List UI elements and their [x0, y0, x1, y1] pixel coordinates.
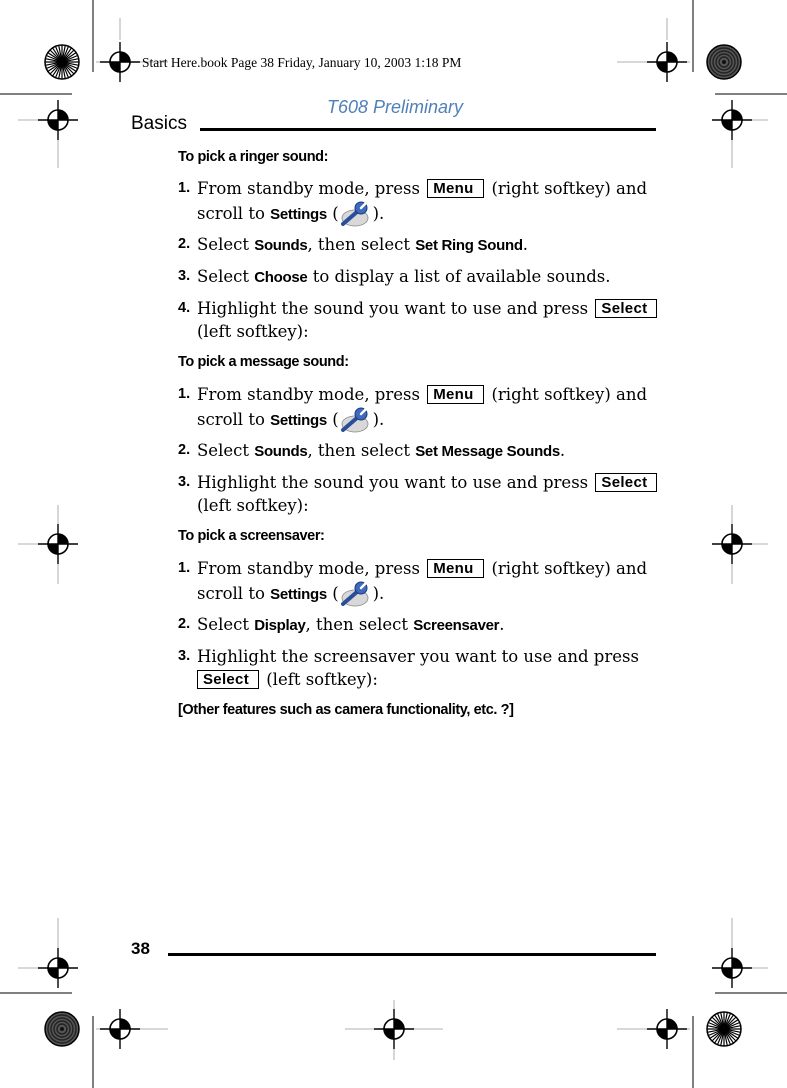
step-text: Select: [197, 235, 249, 254]
step-number: 2.: [178, 616, 191, 632]
step-number: 4.: [178, 300, 191, 316]
footnote: [Other features such as camera functionality, etc. ?]: [178, 702, 514, 718]
step-text: (left softkey):: [266, 670, 378, 689]
ringer-heading: To pick a ringer sound:: [178, 149, 329, 165]
step-number: 1.: [178, 560, 191, 576]
select-key: Select: [595, 299, 657, 318]
step-text: scroll to: [197, 584, 265, 603]
step-text: Select: [197, 615, 249, 634]
step-text: (left softkey):: [197, 496, 309, 515]
choose-label: Choose: [254, 269, 308, 286]
step-number: 2.: [178, 442, 191, 458]
section-title: Basics: [131, 113, 187, 134]
step-text: (: [332, 204, 339, 223]
menu-key: Menu: [427, 385, 484, 404]
header-rule: [200, 128, 656, 131]
step-text: From standby mode, press: [197, 179, 420, 198]
book-info-line: Start Here.book Page 38 Friday, January 10, 2003 1:18 PM: [142, 55, 462, 70]
step-text: ).: [372, 410, 385, 429]
step-text: , then select: [307, 235, 410, 254]
sounds-label: Sounds: [254, 237, 308, 254]
step-text: .: [522, 235, 528, 254]
step-text: .: [559, 441, 566, 460]
step-number: 3.: [178, 648, 191, 664]
step-text: (right softkey) and: [491, 385, 648, 404]
screensaver-heading: To pick a screensaver:: [178, 528, 325, 544]
step-text: Highlight the sound you want to use and press: [197, 473, 589, 492]
wrench-icon: [339, 406, 373, 434]
menu-key: Menu: [427, 559, 484, 578]
step-text: , then select: [305, 615, 409, 634]
select-key: Select: [197, 670, 259, 689]
footer-rule: [168, 953, 656, 956]
sounds-label: Sounds: [254, 443, 308, 460]
step-text: scroll to: [197, 204, 265, 223]
step-number: 1.: [178, 386, 191, 402]
message-heading: To pick a message sound:: [178, 354, 349, 370]
page-number: 38: [131, 939, 150, 958]
settings-label: Settings: [270, 206, 327, 223]
preliminary-watermark: T608 Preliminary: [327, 97, 464, 117]
step-number: 3.: [178, 268, 191, 284]
step-text: (: [332, 584, 339, 603]
select-key: Select: [595, 473, 657, 492]
menu-key: Menu: [427, 179, 484, 198]
step-text: to display a list of available sounds.: [312, 267, 611, 286]
screensaver-label: Screensaver: [413, 617, 500, 634]
step-text: From standby mode, press: [197, 385, 420, 404]
step-text: From standby mode, press: [197, 559, 420, 578]
set-message-sounds-label: Set Message Sounds: [415, 443, 560, 460]
step-number: 3.: [178, 474, 191, 490]
step-text: (left softkey):: [197, 322, 309, 341]
step-text: Select: [197, 267, 249, 286]
display-label: Display: [254, 617, 306, 634]
settings-label: Settings: [270, 412, 327, 429]
settings-label: Settings: [270, 586, 327, 603]
step-text: (right softkey) and: [491, 179, 648, 198]
step-text: (: [332, 410, 339, 429]
step-text: scroll to: [197, 410, 265, 429]
step-text: ).: [372, 584, 385, 603]
step-text: Highlight the sound you want to use and press: [197, 299, 589, 318]
step-number: 1.: [178, 180, 191, 196]
wrench-icon: [339, 200, 373, 228]
step-number: 2.: [178, 236, 191, 252]
step-text: , then select: [307, 441, 410, 460]
wrench-icon: [339, 580, 373, 608]
step-text: Highlight the screensaver you want to use and press: [197, 647, 639, 666]
set-ring-sound-label: Set Ring Sound: [415, 237, 523, 254]
step-text: .: [499, 615, 505, 634]
step-text: (right softkey) and: [491, 559, 648, 578]
step-text: ).: [372, 204, 385, 223]
step-text: Select: [197, 441, 249, 460]
